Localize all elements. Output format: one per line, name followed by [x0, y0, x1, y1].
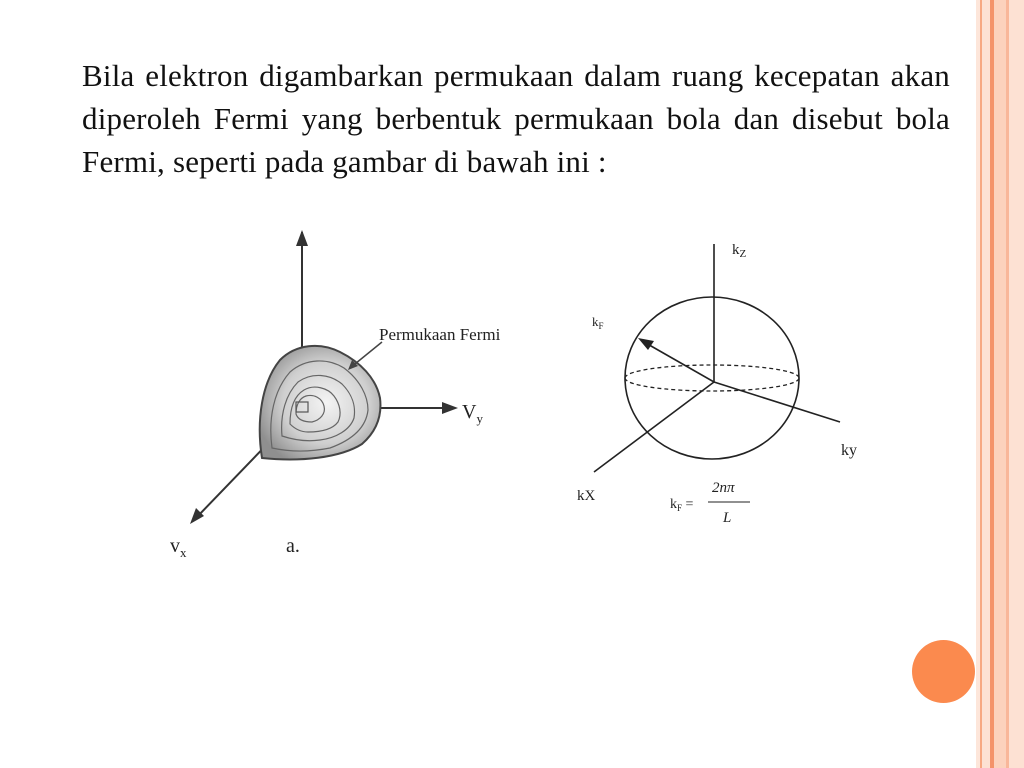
axis-vy-label: $V_y$ [462, 401, 483, 426]
decorative-orange-dot [912, 640, 975, 703]
radius-kf-arrowhead [638, 338, 654, 350]
axis-ky-line [714, 382, 840, 422]
axis-kx-line [594, 382, 714, 472]
axis-kx-label: kX [577, 488, 596, 504]
formula-denominator: L [723, 510, 732, 526]
formula-numerator: 2nπ [712, 480, 735, 496]
axis-vx-label: $v_x$ [170, 535, 187, 560]
radius-kf-label: $k_F$ [592, 314, 604, 331]
axis-ky-label: ky [841, 442, 857, 459]
surface-label: Permukaan Fermi [379, 325, 501, 344]
fermi-sphere-outline [625, 297, 799, 459]
figure-a-caption: a. [286, 535, 300, 557]
formula-lhs: $k_F$ = [670, 497, 694, 513]
equator-back [625, 365, 799, 378]
body-paragraph: Bila elektron digambarkan permukaan dalam ruang kecepatan akan diperoleh Fermi yang berbentuk permukaan bola dan disebut bola Fermi, seperti pada gambar di bawah ini : [82, 58, 950, 179]
radius-kf-line [644, 342, 714, 382]
axis-kz-label: $k_Z$ [732, 242, 747, 260]
